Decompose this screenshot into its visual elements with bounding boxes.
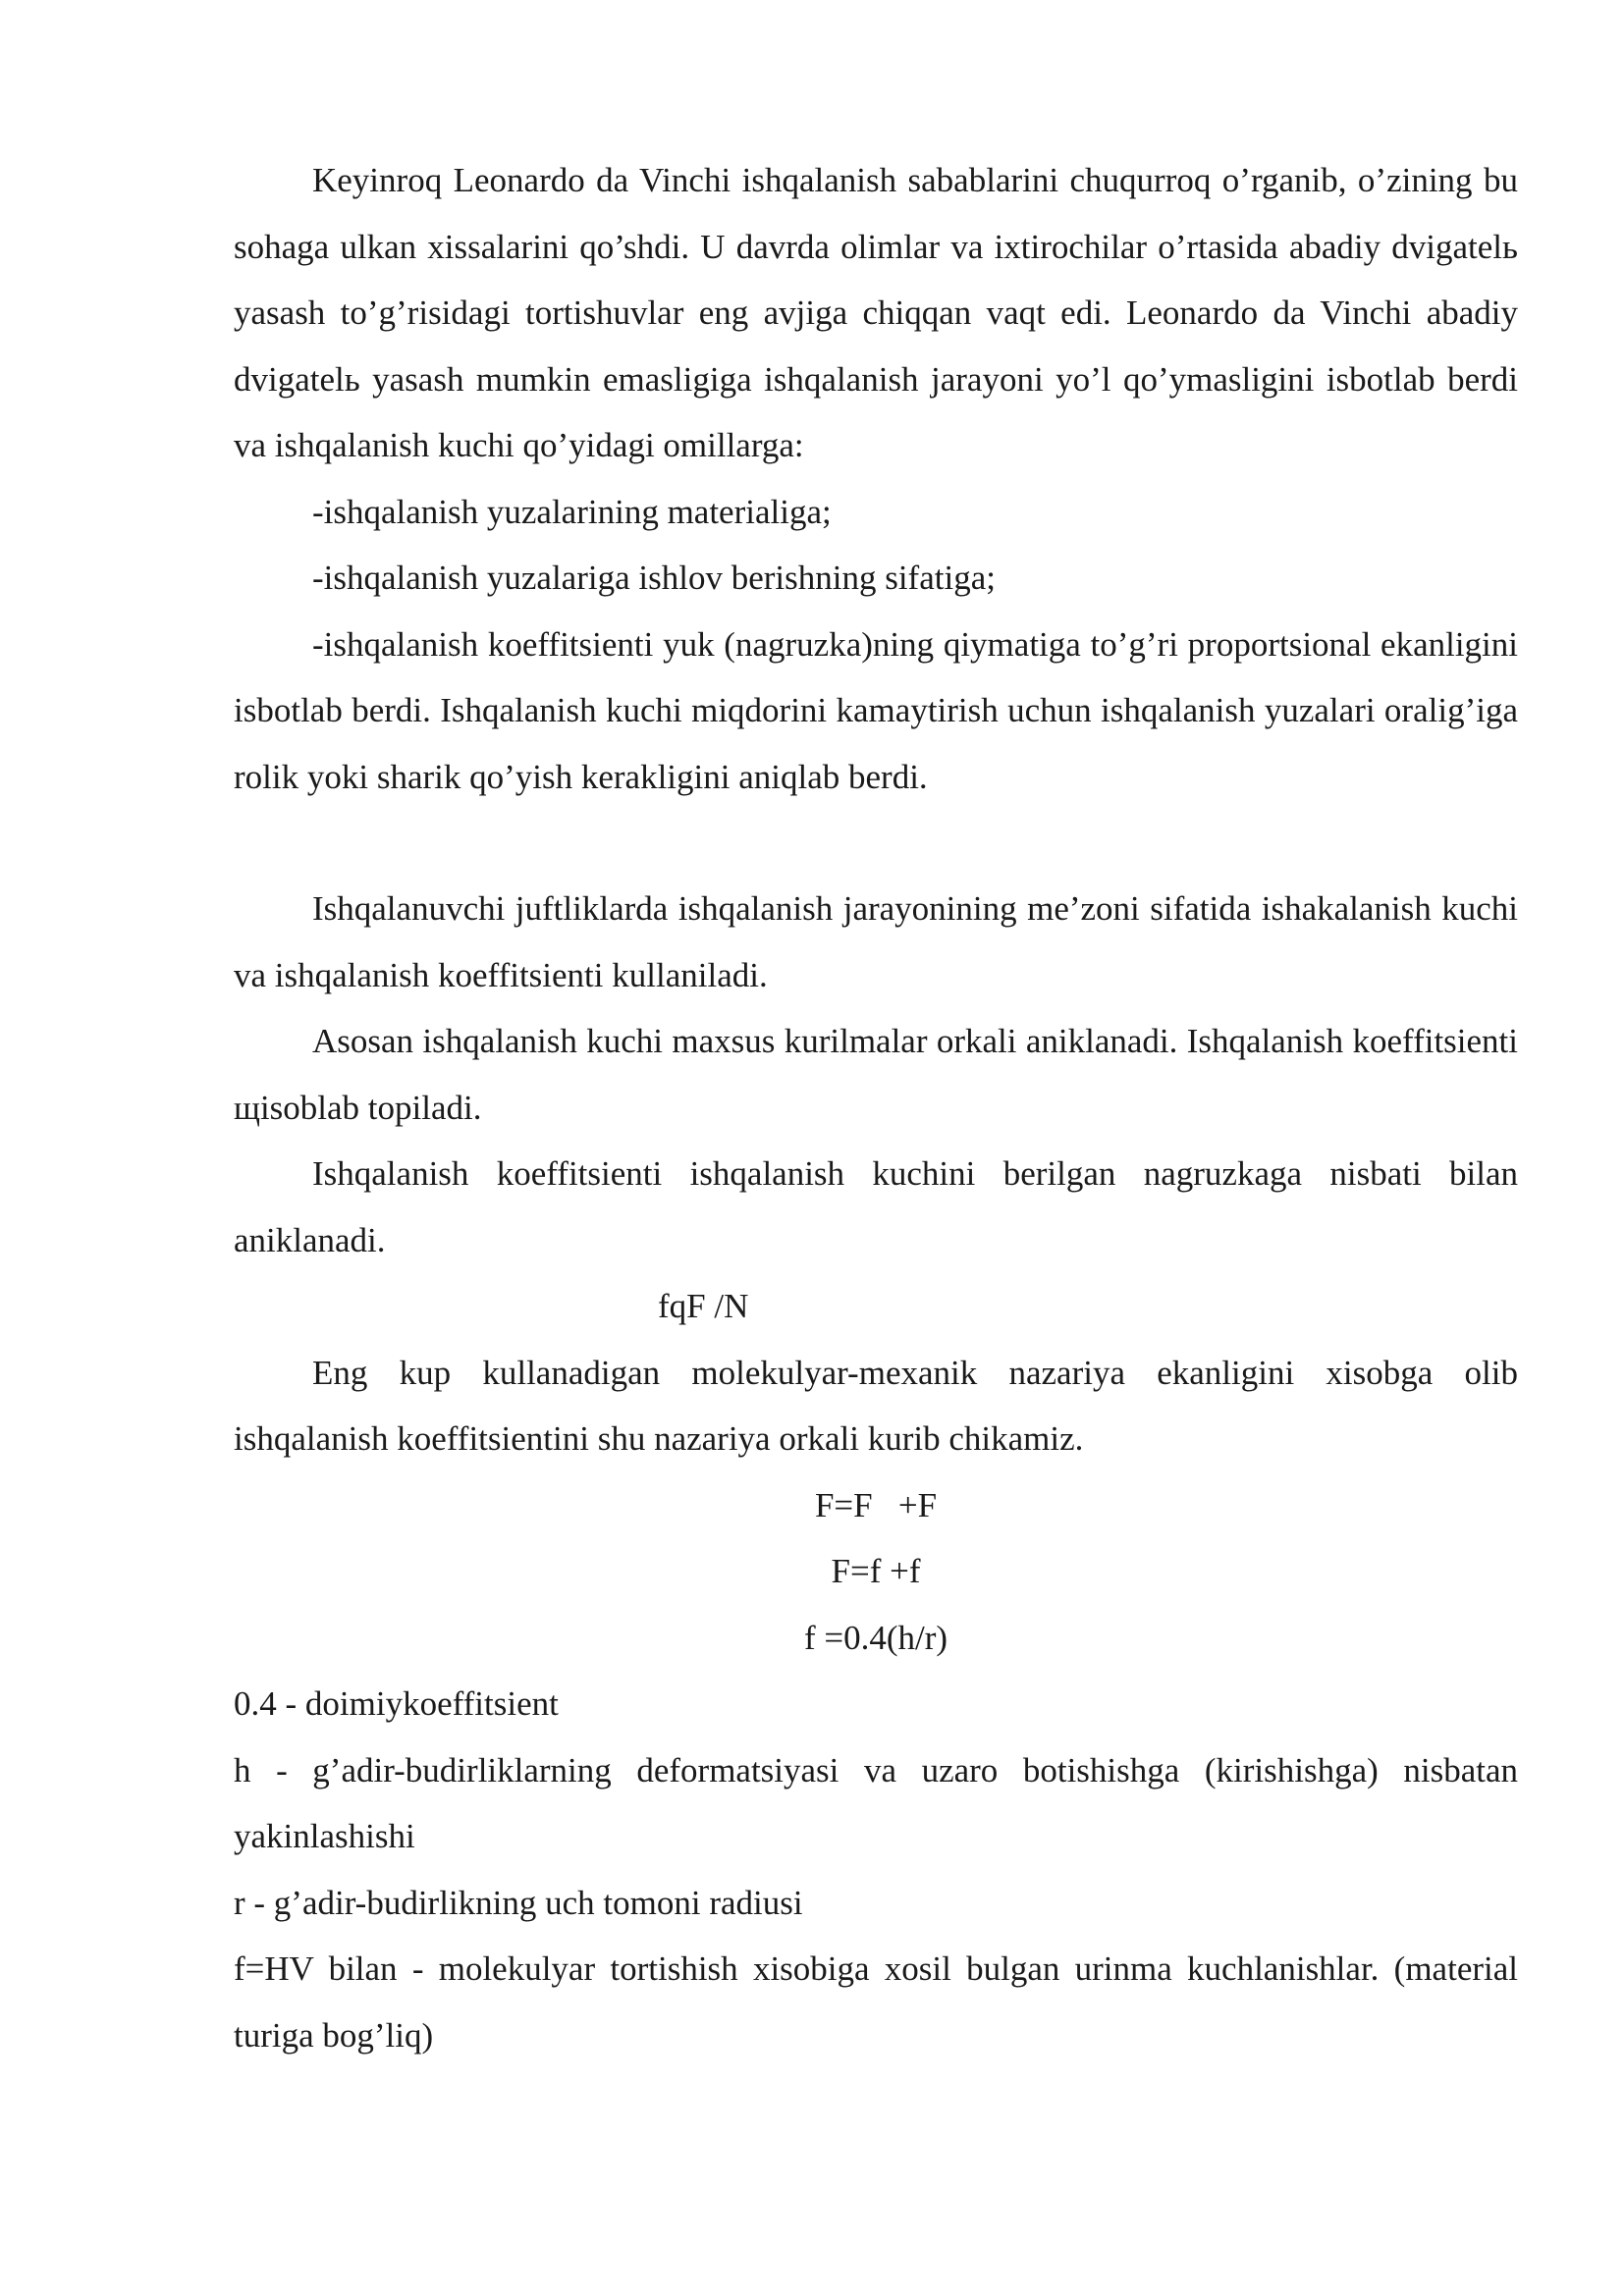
formula-coefficient-sum: F=f +f (831, 1552, 921, 1590)
list-item-material: -ishqalanish yuzalarining materialiga; (312, 492, 832, 531)
formula-mechanical-component: f =0.4(h/r) (803, 1618, 948, 1657)
paragraph-measurement: Asosan ishqalanish kuchi maxsus kurilmalar orkali aniklanadi. Ishqalanish koeffitsienti щisoblab topiladi. (234, 1022, 1518, 1127)
list-item-coefficient-load: -ishqalanish koeffitsienti yuk (nagruzka)ning qiymatiga to’g’ri proportsional ekanligini isbotlab berdi. Ishqalanish kuchi miqdorini kamaytirish uchun ishqalanish yuzalari oralig’iga rolik yoki sharik qo’yish kerakligini aniqlab berdi. (234, 624, 1518, 796)
paragraph-molecular-theory: Eng kup kullanadigan molekulyar-mexanik nazariya ekanligini xisobga olib ishqalanish koeffitsientini shu nazariya orkali kurib chikamiz. (234, 1353, 1518, 1458)
paragraph-leonardo: Keyinroq Leonardo da Vinchi ishqalanish sabablarini chuqurroq o’rganib, o’zining bu sohaga ulkan xissalarini qo’shdi. U davrda olimlar va ixtirochilar o’rtasida abadiy dvigatelь yasash to’g’risidagi tortishuvlar eng avjiga chiqqan vaqt edi. Leonardo da Vinchi abadiy dvigatelь yasash mumkin emasligiga ishqalanish jarayoni yo’l qo’ymasligini isbotlab berdi va ishqalanish kuchi qo’yidagi omillarga: (234, 161, 1518, 464)
definition-constant: 0.4 - doimiykoeffitsient (234, 1684, 559, 1723)
formula-force-sum: F=F +F (814, 1485, 938, 1524)
document-page (234, 147, 1518, 2068)
definition-molecular: f=HV bilan - molekulyar tortishish xisobiga xosil bulgan urinma kuchlanishlar. (material turiga bog’liq) (234, 1949, 1518, 2055)
paragraph-coefficient-definition: Ishqalanish koeffitsienti ishqalanish kuchini berilgan nagruzkaga nisbati bilan aniklanadi. (234, 1154, 1518, 1259)
definition-r: r - g’adir-budirlikning uch tomoni radiusi (234, 1883, 803, 1922)
blank-line (234, 810, 1518, 876)
definition-h: h - g’adir-budirliklarning deformatsiyasi va uzaro botishishga (kirishishga) nisbatan yakinlashishi (234, 1750, 1518, 1855)
paragraph-criteria: Ishqalanuvchi juftliklarda ishqalanish jarayonining me’zoni sifatida ishakalanish kuchi va ishqalanish koeffitsienti kullaniladi. (234, 889, 1518, 994)
formula-friction-coefficient: fqF /N (658, 1287, 749, 1325)
list-item-surface-quality: -ishqalanish yuzalariga ishlov berishning sifatiga; (312, 559, 996, 597)
